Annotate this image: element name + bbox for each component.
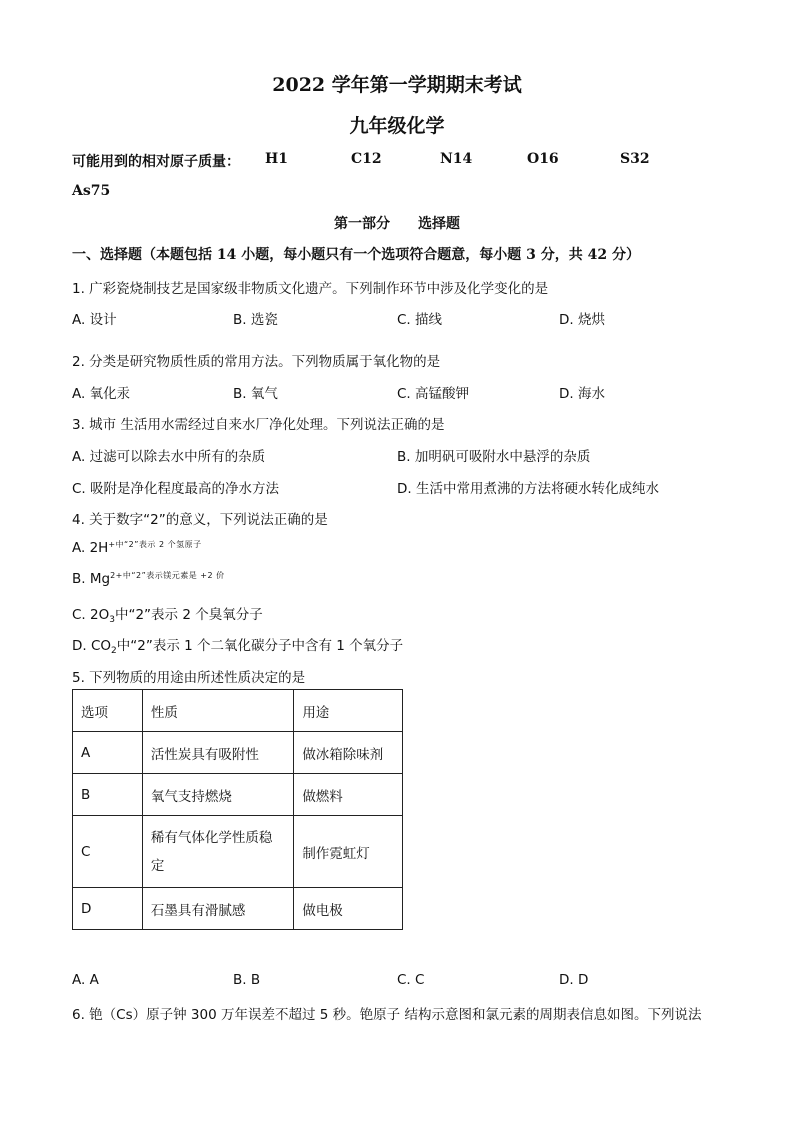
table-cell: B	[73, 774, 143, 816]
question-4-stem: 4. 关于数字“2”的意义，下列说法正确的是	[72, 512, 328, 528]
q4-option-c-formula: C. 2O	[72, 607, 110, 623]
q4-option-d-formula: D. CO	[72, 638, 112, 654]
q3-option-a: A. 过滤可以除去水中所有的杂质	[72, 449, 266, 465]
atomic-mass-as: As75	[72, 183, 111, 199]
table-header-cell: 用途	[294, 690, 403, 732]
atomic-mass-s: S32	[620, 151, 650, 167]
table-row	[73, 816, 403, 888]
q4-option-d-text: 中“2”表示 1 个二氧化碳分子中含有 1 个氧分子	[116, 638, 404, 654]
properties-table	[72, 689, 403, 930]
q4-option-a-formula: A. 2H	[72, 540, 109, 556]
q5-option-a: A. A	[72, 972, 99, 988]
q1-option-a: A. 设计	[72, 312, 117, 328]
question-1-stem: 1. 广彩瓷烧制技艺是国家级非物质文化遗产。下列制作环节中涉及化学变化的是	[72, 281, 549, 297]
part-title: 第一部分 选择题	[334, 216, 460, 232]
q4-option-c-text: 中“2”表示 2 个臭氧分子	[114, 607, 263, 623]
q4-option-b-note: 2+中“2”表示镁元素是 +2 价	[110, 571, 225, 580]
q4-option-c	[72, 603, 263, 623]
q1-option-c: C. 描线	[397, 312, 443, 328]
q1-option-d: D. 烧烘	[559, 312, 605, 328]
q4-option-b-formula: B. Mg	[72, 571, 111, 587]
table-row	[73, 774, 403, 816]
q5-option-d: D. D	[559, 972, 589, 988]
q2-option-b: B. 氧气	[233, 386, 278, 402]
q5-option-b: B. B	[233, 972, 261, 988]
table-header-row	[73, 690, 403, 732]
q4-option-d	[72, 634, 403, 654]
question-3-stem: 3. 城市 生活用水需经过自来水厂净化处理。下列说法正确的是	[72, 417, 445, 433]
table-header-cell: 选项	[73, 690, 143, 732]
q4-option-c-subscript: 3	[109, 615, 115, 625]
table-cell: 石墨具有滑腻感	[142, 888, 293, 930]
q3-option-b: B. 加明矾可吸附水中悬浮的杂质	[397, 449, 591, 465]
table-cell: 制作霓虹灯	[294, 816, 403, 888]
q4-option-a-note: +中“2”表示 2 个氢原子	[108, 540, 202, 549]
table-cell: 活性炭具有吸附性	[142, 732, 293, 774]
q2-option-c: C. 高锰酸钾	[397, 386, 470, 402]
question-6-stem: 6. 铯（Cs）原子钟 300 万年误差不超过 5 秒。铯原子 结构示意图和氯元素的周期表信息如图。下列说法	[72, 1007, 702, 1023]
exam-title: 2022 学年第一学期期末考试	[272, 74, 522, 96]
q1-option-b: B. 选瓷	[233, 312, 278, 328]
atomic-mass-label: 可能用到的相对原子质量：	[72, 154, 240, 170]
atomic-mass-h: H1	[265, 151, 288, 167]
q2-option-a: A. 氧化汞	[72, 386, 131, 402]
atomic-mass-c: C12	[351, 151, 382, 167]
table-row	[73, 732, 403, 774]
q3-option-c: C. 吸附是净化程度最高的净水方法	[72, 481, 280, 497]
q4-option-d-subscript: 2	[111, 646, 117, 656]
table-cell: C	[73, 816, 143, 888]
table-cell: 做电极	[294, 888, 403, 930]
table-row	[73, 888, 403, 930]
atomic-mass-n: N14	[440, 151, 473, 167]
question-5-stem: 5. 下列物质的用途由所述性质决定的是	[72, 670, 306, 686]
q2-option-d: D. 海水	[559, 386, 605, 402]
q4-option-b	[72, 571, 225, 587]
q4-option-a	[72, 540, 202, 556]
exam-subtitle: 九年级化学	[349, 115, 445, 137]
atomic-mass-o: O16	[527, 151, 559, 167]
q3-option-d: D. 生活中常用煮沸的方法将硬水转化成纯水	[397, 481, 659, 497]
table-cell: 做冰箱除味剂	[294, 732, 403, 774]
table-cell: 做燃料	[294, 774, 403, 816]
question-2-stem: 2. 分类是研究物质性质的常用方法。下列物质属于氧化物的是	[72, 354, 441, 370]
q5-option-c: C. C	[397, 972, 425, 988]
section-title: 一、选择题（本题包括 14 小题，每小题只有一个选项符合题意，每小题 3 分，共 42 分）	[72, 247, 640, 263]
table-cell: 稀有气体化学性质稳定	[142, 816, 293, 888]
table-header-cell: 性质	[142, 690, 293, 732]
table-cell: A	[73, 732, 143, 774]
table-cell: 氧气支持燃烧	[142, 774, 293, 816]
table-cell: D	[73, 888, 143, 930]
